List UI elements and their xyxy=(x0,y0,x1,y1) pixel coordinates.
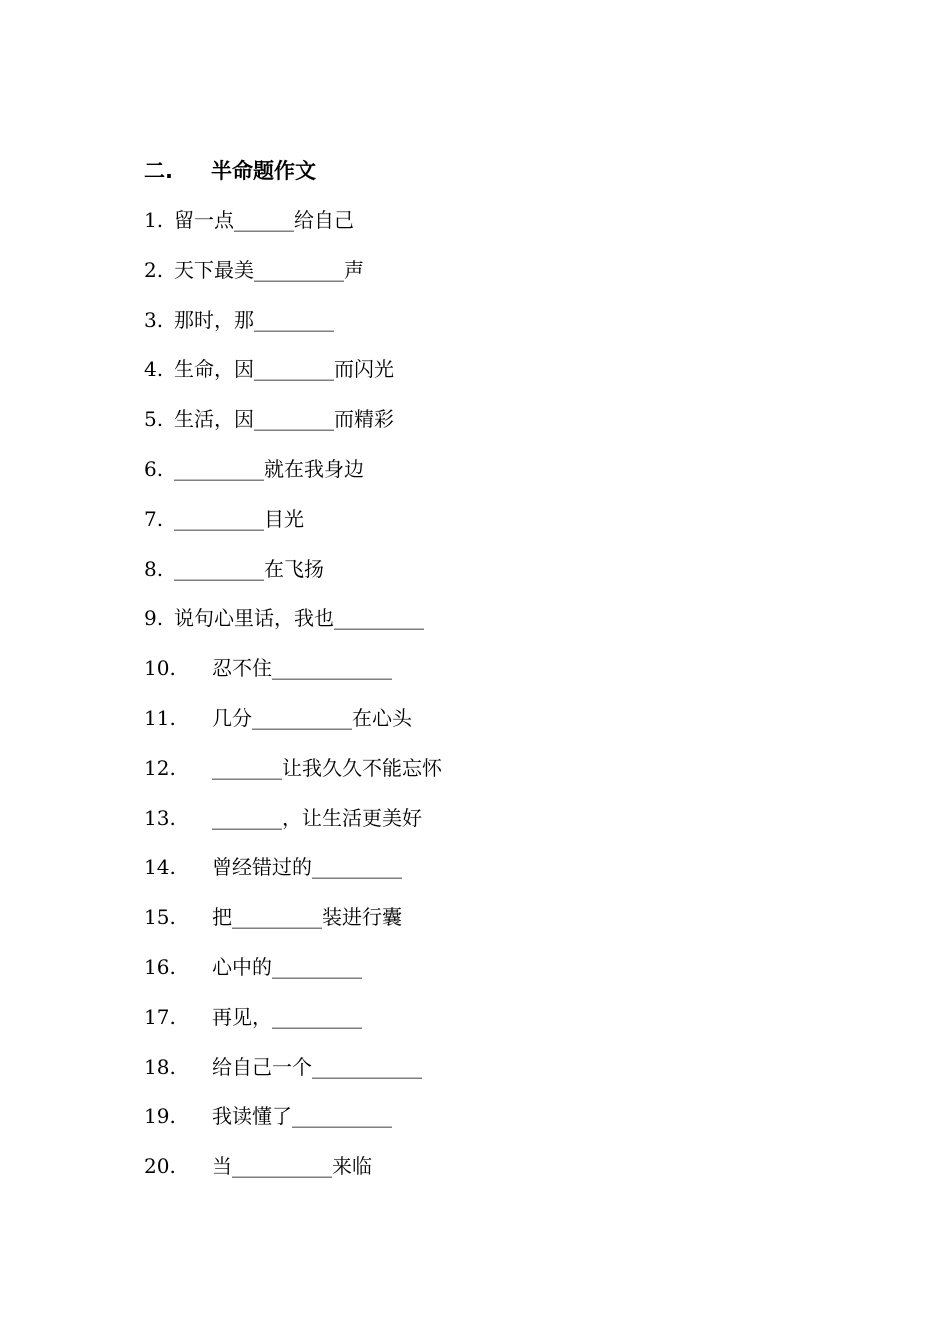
section-number: 二. xyxy=(144,159,173,183)
list-item xyxy=(144,305,442,355)
item-text: 天下最美_________声 xyxy=(174,257,364,282)
list-item xyxy=(144,255,442,305)
item-number: 2. xyxy=(144,257,164,282)
item-number: 15. xyxy=(144,905,176,930)
item-text: 说句心里话，我也_________ xyxy=(174,606,424,631)
item-text: 几分__________在心头 xyxy=(212,705,412,730)
list-item xyxy=(144,554,442,604)
list-item xyxy=(144,1101,442,1151)
item-text: 那时，那________ xyxy=(174,307,334,332)
list-item xyxy=(144,753,442,803)
list-item xyxy=(144,703,442,753)
list-item xyxy=(144,205,442,255)
item-text: 生命，因________而闪光 xyxy=(174,357,394,382)
list-item xyxy=(144,803,442,853)
list-item xyxy=(144,404,442,454)
item-number: 14. xyxy=(144,855,176,880)
item-text: 曾经错过的_________ xyxy=(212,855,402,880)
list-item xyxy=(144,603,442,653)
item-text: 当__________来临 xyxy=(212,1154,372,1179)
item-number: 9. xyxy=(144,606,164,631)
list-item xyxy=(144,1151,442,1201)
list-item xyxy=(144,653,442,703)
item-text: 给自己一个___________ xyxy=(212,1054,422,1079)
list-item xyxy=(144,504,442,554)
list-item xyxy=(144,852,442,902)
item-text: _________就在我身边 xyxy=(174,456,364,481)
item-number: 8. xyxy=(144,556,164,581)
list-item xyxy=(144,1052,442,1102)
item-text: _________在飞扬 xyxy=(174,556,324,581)
topic-list xyxy=(144,205,442,1201)
item-number: 13. xyxy=(144,805,176,830)
item-number: 7. xyxy=(144,506,164,531)
item-text: 把_________装进行囊 xyxy=(212,905,402,930)
item-text: _________目光 xyxy=(174,506,304,531)
item-number: 12. xyxy=(144,755,176,780)
list-item xyxy=(144,354,442,404)
item-number: 20. xyxy=(144,1154,176,1179)
item-number: 1. xyxy=(144,208,164,232)
item-text: 留一点______给自己 xyxy=(174,208,354,232)
list-item xyxy=(144,952,442,1002)
item-number: 3. xyxy=(144,307,164,332)
list-item xyxy=(144,1002,442,1052)
item-number: 16. xyxy=(144,954,176,979)
item-number: 11. xyxy=(144,705,176,730)
item-text: 忍不住____________ xyxy=(212,656,392,681)
section-title: 半命题作文 xyxy=(211,159,316,183)
item-text: 生活，因________而精彩 xyxy=(174,407,394,432)
item-number: 19. xyxy=(144,1104,176,1129)
item-text: 我读懂了__________ xyxy=(212,1104,392,1129)
item-text: 心中的_________ xyxy=(212,954,362,979)
item-text: 再见，_________ xyxy=(212,1004,362,1029)
item-text: _______让我久久不能忘怀 xyxy=(212,755,442,780)
item-number: 6. xyxy=(144,456,164,481)
item-number: 4. xyxy=(144,357,164,382)
list-item xyxy=(144,902,442,952)
item-number: 10. xyxy=(144,656,176,681)
section-heading xyxy=(144,156,316,186)
item-number: 18. xyxy=(144,1054,176,1079)
item-number: 17. xyxy=(144,1004,176,1029)
list-item xyxy=(144,454,442,504)
item-text: _______，让生活更美好 xyxy=(212,805,422,830)
item-number: 5. xyxy=(144,407,164,432)
